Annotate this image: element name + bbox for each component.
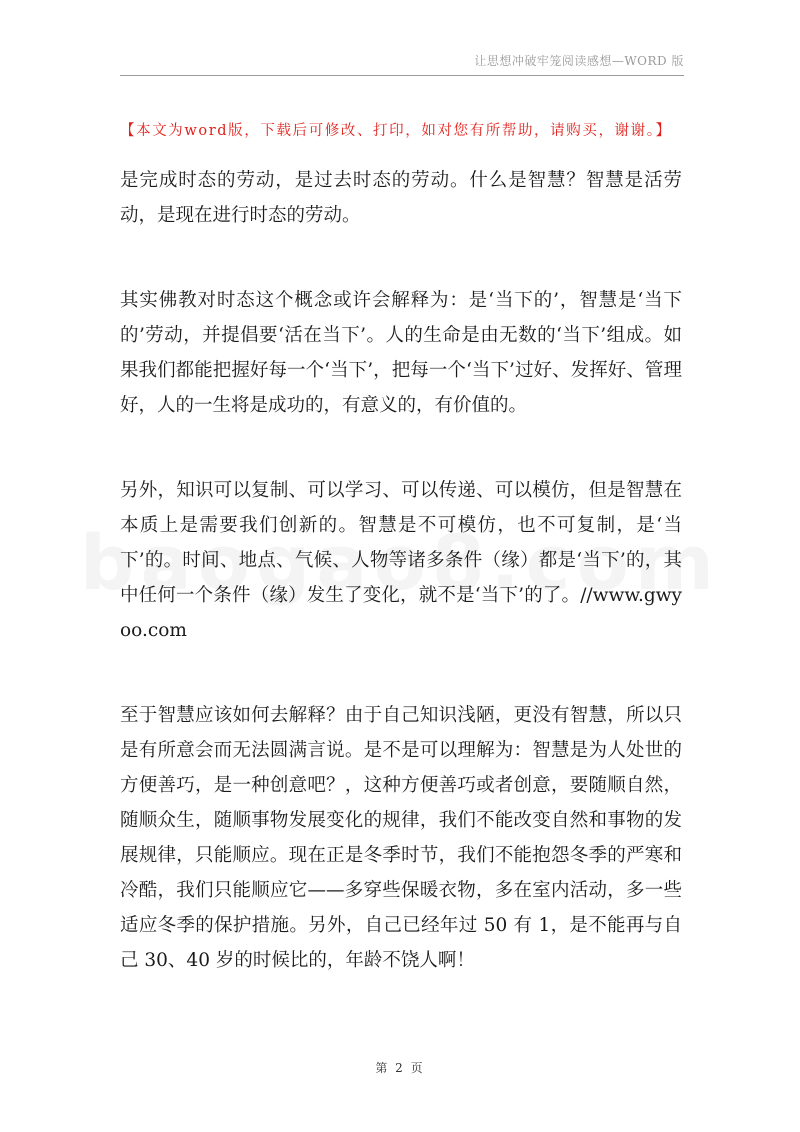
header-divider bbox=[120, 75, 684, 76]
page-header-title: 让思想冲破牢笼阅读感想—WORD 版 bbox=[474, 54, 684, 68]
download-notice: 【本文为word版，下载后可修改、打印，如对您有所帮助，请购买，谢谢。】 bbox=[120, 123, 672, 139]
paragraph: 至于智慧应该如何去解释？由于自己知识浅陋，更没有智慧，所以只是有所意会而无法圆满言说。是不是可以理解为：智慧是为人处世的方便善巧，是一种创意吧？，这种方便善巧或者创意，要随顺自然，随顺众生，随顺事物发展变化的规律，我们不能改变自然和事物的发展规律，只能顺应。现在正是冬季时节，我们不能抱怨冬季的严寒和冷酷，我们只能顺应它——多穿些保暖衣物，多在室内活动，多一些适应冬季的保护措施。另外，自己已经年过 50 有 1，是不能再与自己 30、40 岁的时候比的，年龄不饶人啊！ bbox=[120, 705, 682, 971]
paragraph: 是完成时态的劳动，是过去时态的劳动。什么是智慧？智慧是活劳动，是现在进行时态的劳动。 bbox=[120, 170, 682, 226]
paragraph: 另外，知识可以复制、可以学习、可以传递、可以模仿，但是智慧在本质上是需要我们创新的。智慧是不可模仿，也不可复制，是‘当下’的。时间、地点、气候、人物等诸多条件（缘）都是‘当下’的，其中任何一个条件（缘）发生了变化，就不是‘当下’的了。//www.gwyoo.com bbox=[120, 480, 682, 641]
document-body bbox=[120, 163, 682, 1028]
paragraph: 其实佛教对时态这个概念或许会解释为：是‘当下的’，智慧是‘当下的’劳动，并提倡要‘活在当下’。人的生命是由无数的‘当下’组成。如果我们都能把握好每一个‘当下’，把每一个‘当下’过好、发挥好、管理好，人的一生将是成功的，有意义的，有价值的。 bbox=[120, 290, 682, 416]
page-number: 第 2 页 bbox=[375, 1061, 425, 1075]
